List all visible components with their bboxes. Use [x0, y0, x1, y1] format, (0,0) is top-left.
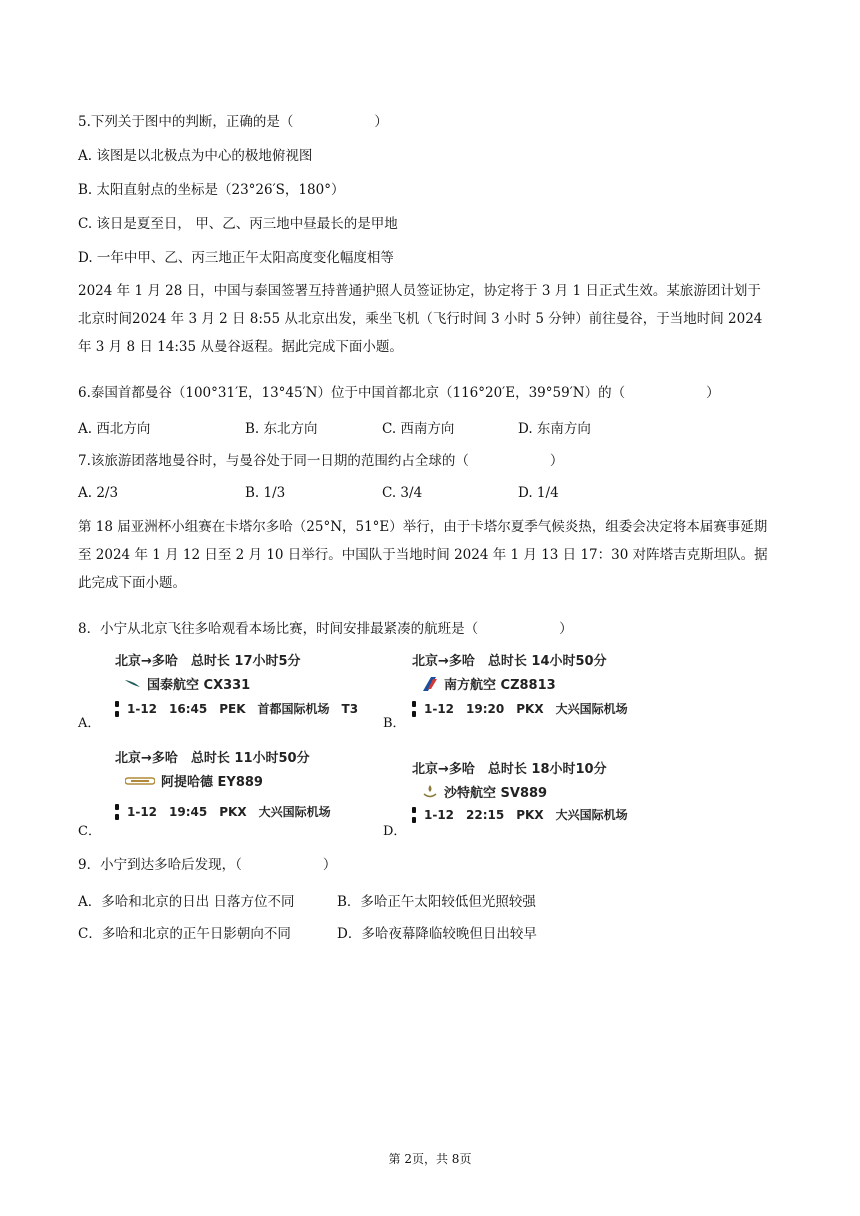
q5-option-c: C. 该日是夏至日， 甲、乙、丙三地中昼最长的是甲地 [78, 216, 398, 232]
q9-option-a: A．多哈和北京的日出 日落方位不同 [78, 894, 295, 910]
flight-detail-text: 1-12 19:20 PKX 大兴国际机场 [424, 702, 628, 716]
etihad-logo-icon [125, 776, 155, 786]
flight-detail [115, 700, 358, 717]
flight-detail-text: 1-12 22:15 PKX 大兴国际机场 [424, 808, 628, 822]
flight-route: 北京→多哈 总时长 17小时5分 [115, 654, 301, 669]
q8-flight-card-b [412, 650, 672, 725]
flight-airline-name: 国泰航空 CX331 [147, 678, 251, 693]
passage-1: 2024 年 1 月 28 日，中国与泰国签署互持普通护照人员签证协定，协定将于 3 月 1 日正式生效。某旅游团计划于北京时间2024 年 3 月 2 日 8:55 从北京出发，乘坐飞机（飞行时间 3 小时 5 分钟）前往曼谷，于当地时间 2024 年 3 月 8 日 14:35 从曼谷返程。据此完成下面小题。 [78, 283, 763, 355]
flight-route: 北京→多哈 总时长 11小时50分 [115, 751, 310, 766]
saudia-logo-icon [422, 784, 438, 800]
q6-stem: 6.泰国首都曼谷（100°31′E，13°45′N）位于中国首都北京（116°20′E，39°59′N）的（ ） [78, 385, 720, 401]
q8-flight-card-d [412, 758, 672, 833]
passage-2: 第 18 届亚洲杯小组赛在卡塔尔多哈（25°N，51°E）举行，由于卡塔尔夏季气候炎热，组委会决定将本届赛事延期至 2024 年 1 月 12 日至 2 月 10 日举行。中国队于当地时间 2024 年 1 月 13 日 17：30 对阵塔吉克斯坦队。据此完成下面小题。 [78, 519, 768, 591]
q8-option-c-tag: C． [78, 824, 101, 839]
flight-detail [412, 700, 628, 717]
q5-option-b: B. 太阳直射点的坐标是（23°26′S，180°） [78, 182, 345, 198]
flight-airline-name: 沙特航空 SV889 [444, 786, 548, 801]
q5-option-d: D. 一年中甲、乙、丙三地正午太阳高度变化幅度相等 [78, 250, 394, 266]
timeline-dots-icon [115, 804, 119, 820]
q8-stem: 8．小宁从北京飞往多哈观看本场比赛，时间安排最紧凑的航班是（ ） [78, 621, 573, 637]
q7-stem: 7.该旅游团落地曼谷时，与曼谷处于同一日期的范围约占全球的（ ） [78, 453, 564, 469]
q5-option-a: A. 该图是以北极点为中心的极地俯视图 [78, 148, 313, 164]
china-southern-logo-icon [422, 677, 438, 691]
timeline-dots-icon [115, 701, 119, 717]
page-footer: 第 2页，共 8页 [388, 1152, 472, 1166]
flight-airline [422, 782, 547, 801]
q7-option-d: D. 1/4 [518, 485, 559, 501]
q7-option-a: A. 2/3 [78, 485, 119, 501]
flight-airline-name: 阿提哈德 EY889 [161, 775, 263, 790]
timeline-dots-icon [412, 807, 416, 823]
q9-option-c: C．多哈和北京的正午日影朝向不同 [78, 926, 291, 942]
q9-stem: 9．小宁到达多哈后发现，（ ） [78, 857, 337, 873]
q9-option-b: B．多哈正午太阳较低但光照较强 [337, 894, 536, 910]
flight-airline [125, 771, 263, 790]
q9-option-d: D．多哈夜幕降临较晚但日出较早 [337, 926, 537, 942]
q6-option-b: B. 东北方向 [245, 421, 318, 437]
flight-detail-text: 1-12 19:45 PKX 大兴国际机场 [127, 805, 331, 819]
q6-option-c: C. 西南方向 [382, 421, 455, 437]
flight-airline [422, 674, 556, 693]
timeline-dots-icon [412, 701, 416, 717]
q5-stem: 5.下列关于图中的判断，正确的是（ ） [78, 114, 388, 130]
flight-airline-name: 南方航空 CZ8813 [444, 678, 556, 693]
flight-detail [412, 806, 628, 823]
q8-option-a-tag: A． [78, 716, 101, 731]
q7-option-b: B. 1/3 [245, 485, 286, 501]
flight-airline [125, 674, 250, 693]
q8-option-d-tag: D． [383, 824, 407, 839]
flight-detail [115, 803, 331, 820]
q8-option-b-tag: B． [383, 716, 406, 731]
flight-detail-text: 1-12 16:45 PEK 首都国际机场 T3 [127, 702, 359, 716]
flight-route: 北京→多哈 总时长 14小时50分 [412, 654, 607, 669]
q8-flight-card-c [115, 747, 375, 822]
q6-option-a: A. 西北方向 [78, 421, 151, 437]
cathay-logo-icon [125, 678, 141, 690]
q7-option-c: C. 3/4 [382, 485, 423, 501]
q6-option-d: D. 东南方向 [518, 421, 591, 437]
flight-route: 北京→多哈 总时长 18小时10分 [412, 762, 607, 777]
q8-flight-card-a [115, 650, 375, 725]
